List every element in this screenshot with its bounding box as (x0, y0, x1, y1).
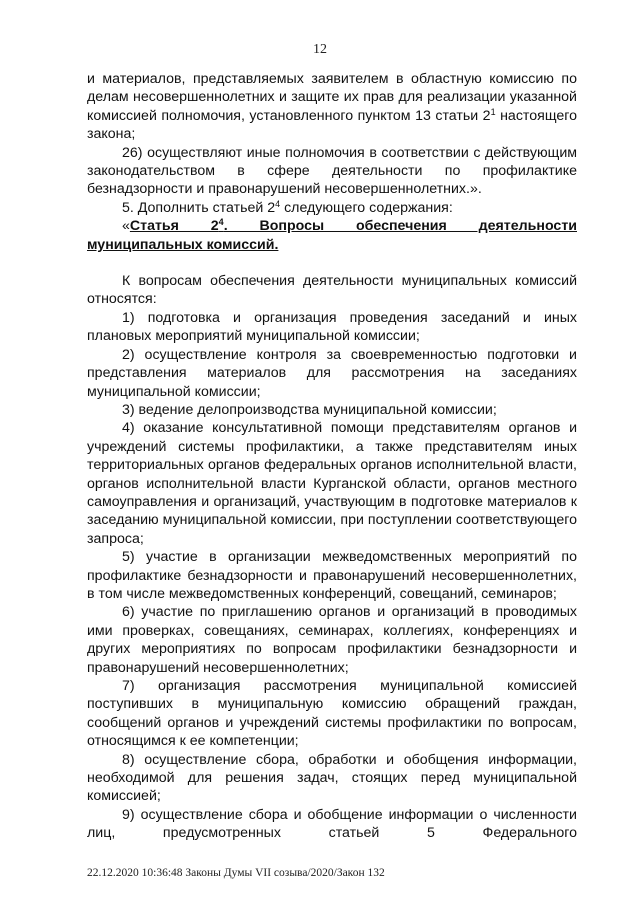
article-heading: «Статья $2^4$. Вопросы обеспечения деятельности муниципальных комиссий. (87, 217, 577, 253)
list-item-9: 9) осуществление сбора и обобщение информации о численности лиц, предусмотренных статьей 5 Федерального (87, 806, 577, 842)
page-number: 12 (313, 42, 327, 57)
paragraph-26: 26) осуществляют иные полномочия в соответствии с действующим законодательством в сфере деятельности по профилактике безнадзорности и правонарушений несовершеннолетних.». (87, 144, 577, 198)
blank-line (87, 254, 577, 272)
list-item-1: 1) подготовка и организация проведения заседаний и иных плановых мероприятий муниципальной комиссии; (87, 309, 577, 345)
list-item-6: 6) участие по приглашению органов и организаций в проводимых ими проверках, совещаниях, семинарах, коллегиях, конференциях и других мероприятиях по вопросам профилактики безнадзорности и правонарушений несовершеннолетних; (87, 604, 577, 676)
list-item-7: 7) организация рассмотрения муниципальной комиссией поступивших в муниципальную комиссию обращений граждан, сообщений органов и учреждений системы профилактики по вопросам, относящимся к ее компетенции; (87, 678, 577, 750)
list-item-4: 4) оказание консультативной помощи представителям органов и учреждений системы профилактики, а также представителям иных территориальных органов федеральных органов исполнительной власти, органов исполнительной власти Курганской области, органов местного самоуправления и организаций, участвующим в подготовке материалов к заседанию муниципальной комиссии, при поступлении соответствующего запроса; (87, 420, 577, 547)
paragraph-continuation: и материалов, представляемых заявителем в областную комиссию по делам несовершеннолетних и защите их прав для реализации указанной комиссией полномочия, установленного пунктом 13 статьи $2^1$ настоящего закона; (87, 71, 577, 143)
footer-stamp: 22.12.2020 10:36:48 Законы Думы VII созыва/2020/Закон 132 (87, 867, 385, 879)
paragraph-intro: К вопросам обеспечения деятельности муниципальных комиссий относятся: (87, 273, 577, 308)
list-item-2: 2) осуществление контроля за своевременностью подготовки и представления материалов для рассмотрения на заседаниях муниципальной комиссии; (87, 346, 577, 400)
list-item-3: 3) ведение делопроизводства муниципальной комиссии; (122, 401, 497, 418)
list-item-8: 8) осуществление сбора, обработки и обобщения информации, необходимой для решения задач, стоящих перед муниципальной комиссией; (87, 751, 577, 805)
list-item-5: 5) участие в организации межведомственных мероприятий по профилактике безнадзорности и правонарушений несовершеннолетних, в том числе межведомственных конференций, совещаний, семинаров; (87, 549, 577, 602)
paragraph-amendment-5: 5. Дополнить статьей $2^4$ следующего содержания: (122, 198, 453, 216)
document-body (87, 70, 577, 843)
